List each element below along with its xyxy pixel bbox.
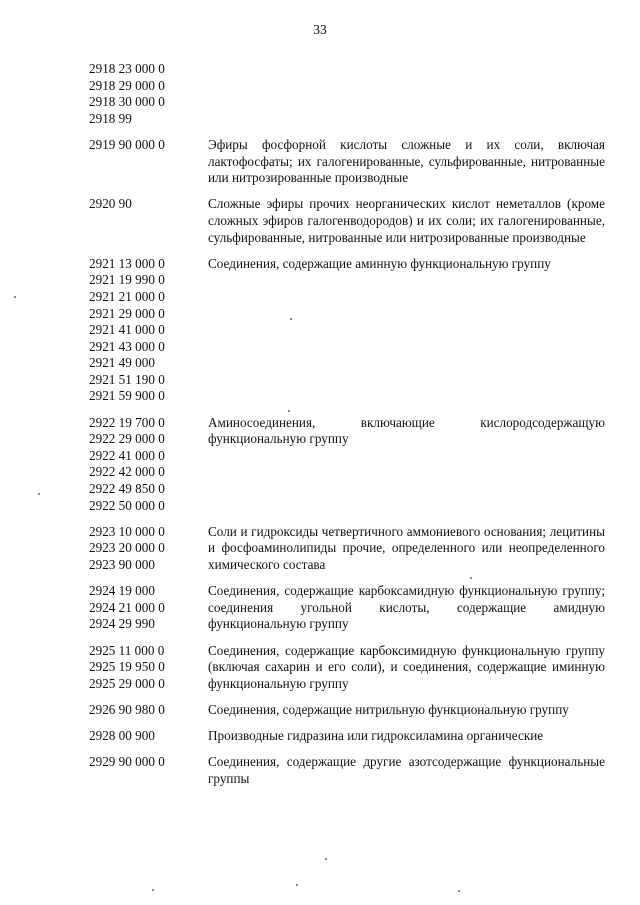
code-column	[89, 196, 208, 246]
tariff-code: 2918 99	[89, 110, 132, 126]
tariff-entry	[89, 137, 609, 187]
code-column	[89, 754, 208, 787]
entry-description: Соединения, содержащие нитрильную функциональную группу	[208, 701, 569, 717]
tariff-code: 2923 90 000	[89, 557, 155, 572]
tariff-code: 2922 41 000 0	[89, 447, 165, 463]
code-column	[89, 728, 208, 745]
tariff-entry	[89, 196, 609, 246]
tariff-entry	[89, 754, 609, 787]
entry-description	[208, 61, 605, 127]
entry-description: Эфиры фосфорной кислоты сложные и их соли, включая лактофосфаты; их галогенированные, сульфированные, нитрованные или нитрозированные производные	[208, 136, 605, 186]
tariff-code: 2921 13 000 0	[89, 255, 165, 271]
page-number: 33	[313, 22, 327, 37]
tariff-code: 2925 11 000 0	[89, 642, 165, 658]
code-column	[89, 643, 208, 693]
tariff-entry	[89, 728, 609, 745]
tariff-code: 2925 29 000 0	[89, 675, 165, 691]
tariff-entry	[89, 61, 609, 127]
code-column	[89, 61, 208, 127]
entry-description: Соединения, содержащие карбоксамидную функциональную группу; соединения угольной кислоты, содержащие амидную функциональную группу	[208, 583, 605, 632]
tariff-code: 2921 43 000 0	[89, 338, 165, 354]
tariff-code: 2921 59 900 0	[89, 388, 165, 404]
scan-speck	[325, 858, 327, 860]
tariff-entry	[89, 524, 609, 574]
tariff-code: 2924 19 000	[89, 583, 155, 599]
entry-description: Аминосоединения, включающие кислородсодержащую функциональную группу	[208, 414, 605, 447]
tariff-code: 2924 21 000 0	[89, 599, 165, 615]
tariff-code: 2922 42 000 0	[89, 464, 165, 480]
tariff-code: 2925 19 950 0	[89, 659, 165, 675]
tariff-entry	[89, 702, 609, 719]
tariff-code: 2918 30 000 0	[89, 94, 165, 110]
tariff-code: 2923 20 000 0	[89, 540, 165, 556]
tariff-code: 2921 49 000	[89, 355, 155, 371]
entry-description: Соли и гидроксиды четвертичного аммониевого основания; лецитины и фосфоаминолипиды прочие, определенного или неопределенного химического состава	[208, 523, 605, 572]
scan-speck	[470, 577, 472, 579]
tariff-code: 2926 90 980 0	[89, 701, 165, 717]
tariff-code: 2928 00 900	[89, 728, 155, 744]
entry-description: Соединения, содержащие аминную функциональную группу	[208, 255, 551, 271]
tariff-code: 2920 90	[89, 196, 132, 212]
entry-description: Сложные эфиры прочих неорганических кислот неметаллов (кроме сложных эфиров галогенводородов) и их соли; их галогенированные, сульфированные, нитрованные или нитрозированные производные	[208, 196, 605, 245]
scan-speck	[288, 410, 290, 412]
scan-speck	[458, 890, 460, 892]
scan-speck	[152, 889, 154, 891]
scan-speck	[290, 318, 292, 320]
tariff-entry	[89, 256, 609, 405]
tariff-code: 2922 29 000 0	[89, 431, 165, 447]
tariff-entry	[89, 583, 609, 633]
tariff-code: 2921 21 000 0	[89, 288, 165, 304]
tariff-code: 2922 50 000 0	[89, 497, 165, 513]
tariff-code: 2918 29 000 0	[89, 77, 165, 93]
scan-speck	[296, 884, 298, 886]
entry-description: Соединения, содержащие карбоксимидную функциональную группу (включая сахарин и его соли), и соединения, содержащие иминную функциональную группу	[208, 642, 605, 691]
code-column	[89, 702, 208, 719]
code-column	[89, 137, 208, 187]
tariff-code: 2921 19 990 0	[89, 272, 165, 288]
entry-description: Соединения, содержащие другие азотсодержащие функциональные группы	[208, 754, 605, 786]
tariff-code: 2919 90 000 0	[89, 136, 165, 152]
code-column	[89, 415, 208, 515]
code-column	[89, 524, 208, 574]
tariff-code: 2929 90 000 0	[89, 754, 165, 770]
tariff-code: 2921 51 190 0	[89, 371, 165, 387]
tariff-code: 2922 19 700 0	[89, 414, 165, 430]
tariff-code: 2924 29 990	[89, 616, 155, 632]
scan-speck	[14, 296, 16, 298]
tariff-code: 2921 41 000 0	[89, 322, 165, 338]
tariff-code: 2923 10 000 0	[89, 523, 165, 539]
tariff-code: 2922 49 850 0	[89, 481, 165, 497]
entry-description: Производные гидразина или гидроксиламина органические	[208, 728, 544, 744]
tariff-code: 2918 23 000 0	[89, 61, 165, 76]
scan-speck	[38, 493, 40, 495]
code-column	[89, 583, 208, 633]
code-column	[89, 256, 208, 405]
tariff-entry	[89, 415, 609, 515]
tariff-entry	[89, 643, 609, 693]
tariff-code: 2921 29 000 0	[89, 305, 165, 321]
tariff-code-list	[89, 61, 609, 797]
